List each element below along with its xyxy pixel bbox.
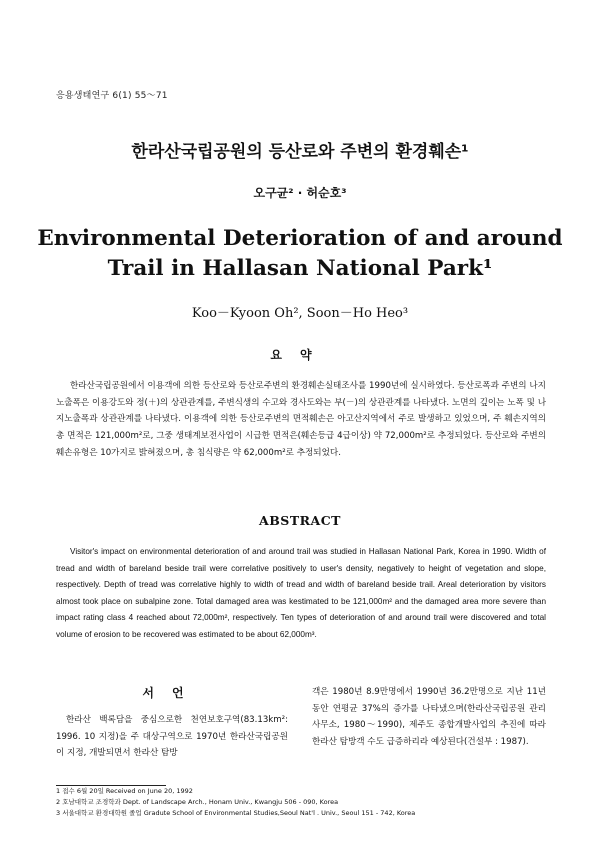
korean-title: 한라산국립공원의 등산로와 주변의 환경훼손¹ <box>131 142 469 162</box>
english-title-line-2: Trail in Hallasan National Park¹ <box>107 256 493 281</box>
korean-abstract-body: 한라산국립공원에서 이용객에 의한 등산로와 등산로주변의 환경훼손실태조사를 1990년에 실시하였다. 등산로폭과 주변의 나지노출폭은 이용강도와 정(＋)의 상관관계를, 주변식생의 수고와 경사도와는 부(－)의 상관관계를 나타냈다. 노면의 깊이는 노폭 및 나지노출폭과 상관관계를 나타냈다. 이용객에 의한 등산로주변의 면적훼손은 아고산지역에서 주로 발생하고 있었으며, 주 훼손지역의 총 면적은 121,000m²로, 그중 생태계보전사업이 시급한 면적은(훼손등급 4급이상) 약 72,000m²로 추정되었다. 등산로와 주변의 훼손유형은 10가지로 밝혀졌으며, 총 침식량은 약 62,000m²로 추정되었다. <box>56 381 546 458</box>
introduction-right-column: 객은 1980년 8.9만명에서 1990년 36.2만명으로 지난 11년 동안 연평균 37%의 증가를 나타냈으며(한라산국립공원 관리사무소, 1980～1990), 제주도 종합개발사업의 추진에 따라 한라산 탐방객 수도 급증하리라 예상된다(건설부 : 1987). <box>312 687 546 747</box>
abstract-heading: ABSTRACT <box>259 513 341 528</box>
introduction-heading: 서언 <box>142 686 202 700</box>
english-title-line-1: Environmental Deterioration of and around <box>37 226 563 251</box>
journal-citation: 응용생태연구 6(1) 55～71 <box>56 91 168 101</box>
english-title <box>0 224 600 284</box>
english-abstract-body: Visitor's impact on environmental deterioration of and around trail was studied in Hallasan National Park, Korea in 1990. Width of tread and width of bareland beside trail were correlative positively to user's density, negatively to height of vegetation and slope, respectively. Depth of tread was correlative highly to width of tread and width of bareland beside trail. Areal deterioration by visitors almost took place on subalpine zone. Total damaged area was kestimated to be 121,000m² and the damaged area more severe than impact rating class 4 reached about 72,000m², respectively. Ten types of deterioration of and around trail were discovered and total volume of erosion to be recovered was estimated to be about 62,000m³. <box>56 547 546 639</box>
footnotes <box>56 786 546 820</box>
english-authors: Koo－Kyoon Oh², Soon－Ho Heo³ <box>191 306 409 321</box>
korean-abstract-heading: 요약 <box>270 348 330 362</box>
footnote-2: 2 호남대학교 조경학과 Dept. of Landscape Arch., Honam Univ., Kwangju 506 - 090, Korea <box>56 798 339 807</box>
footnote-3: 3 서울대학교 환경대학원 졸업 Gradute School of Environmental Studies,Seoul Nat'l . Univ., Seoul 151 - 742, Korea <box>56 809 416 818</box>
korean-authors: 오구균² · 허순호³ <box>253 186 347 200</box>
footnote-1: 1 접수 6월 20일 Received on June 20, 1992 <box>56 787 193 795</box>
introduction-left-column: 한라산 백록담을 중심으로한 천연보호구역(83.13km²: 1996. 10 지정)을 주 대상구역으로 1970년 한라산국립공원이 지정, 개발되면서 한라산 탐방 <box>56 715 288 758</box>
